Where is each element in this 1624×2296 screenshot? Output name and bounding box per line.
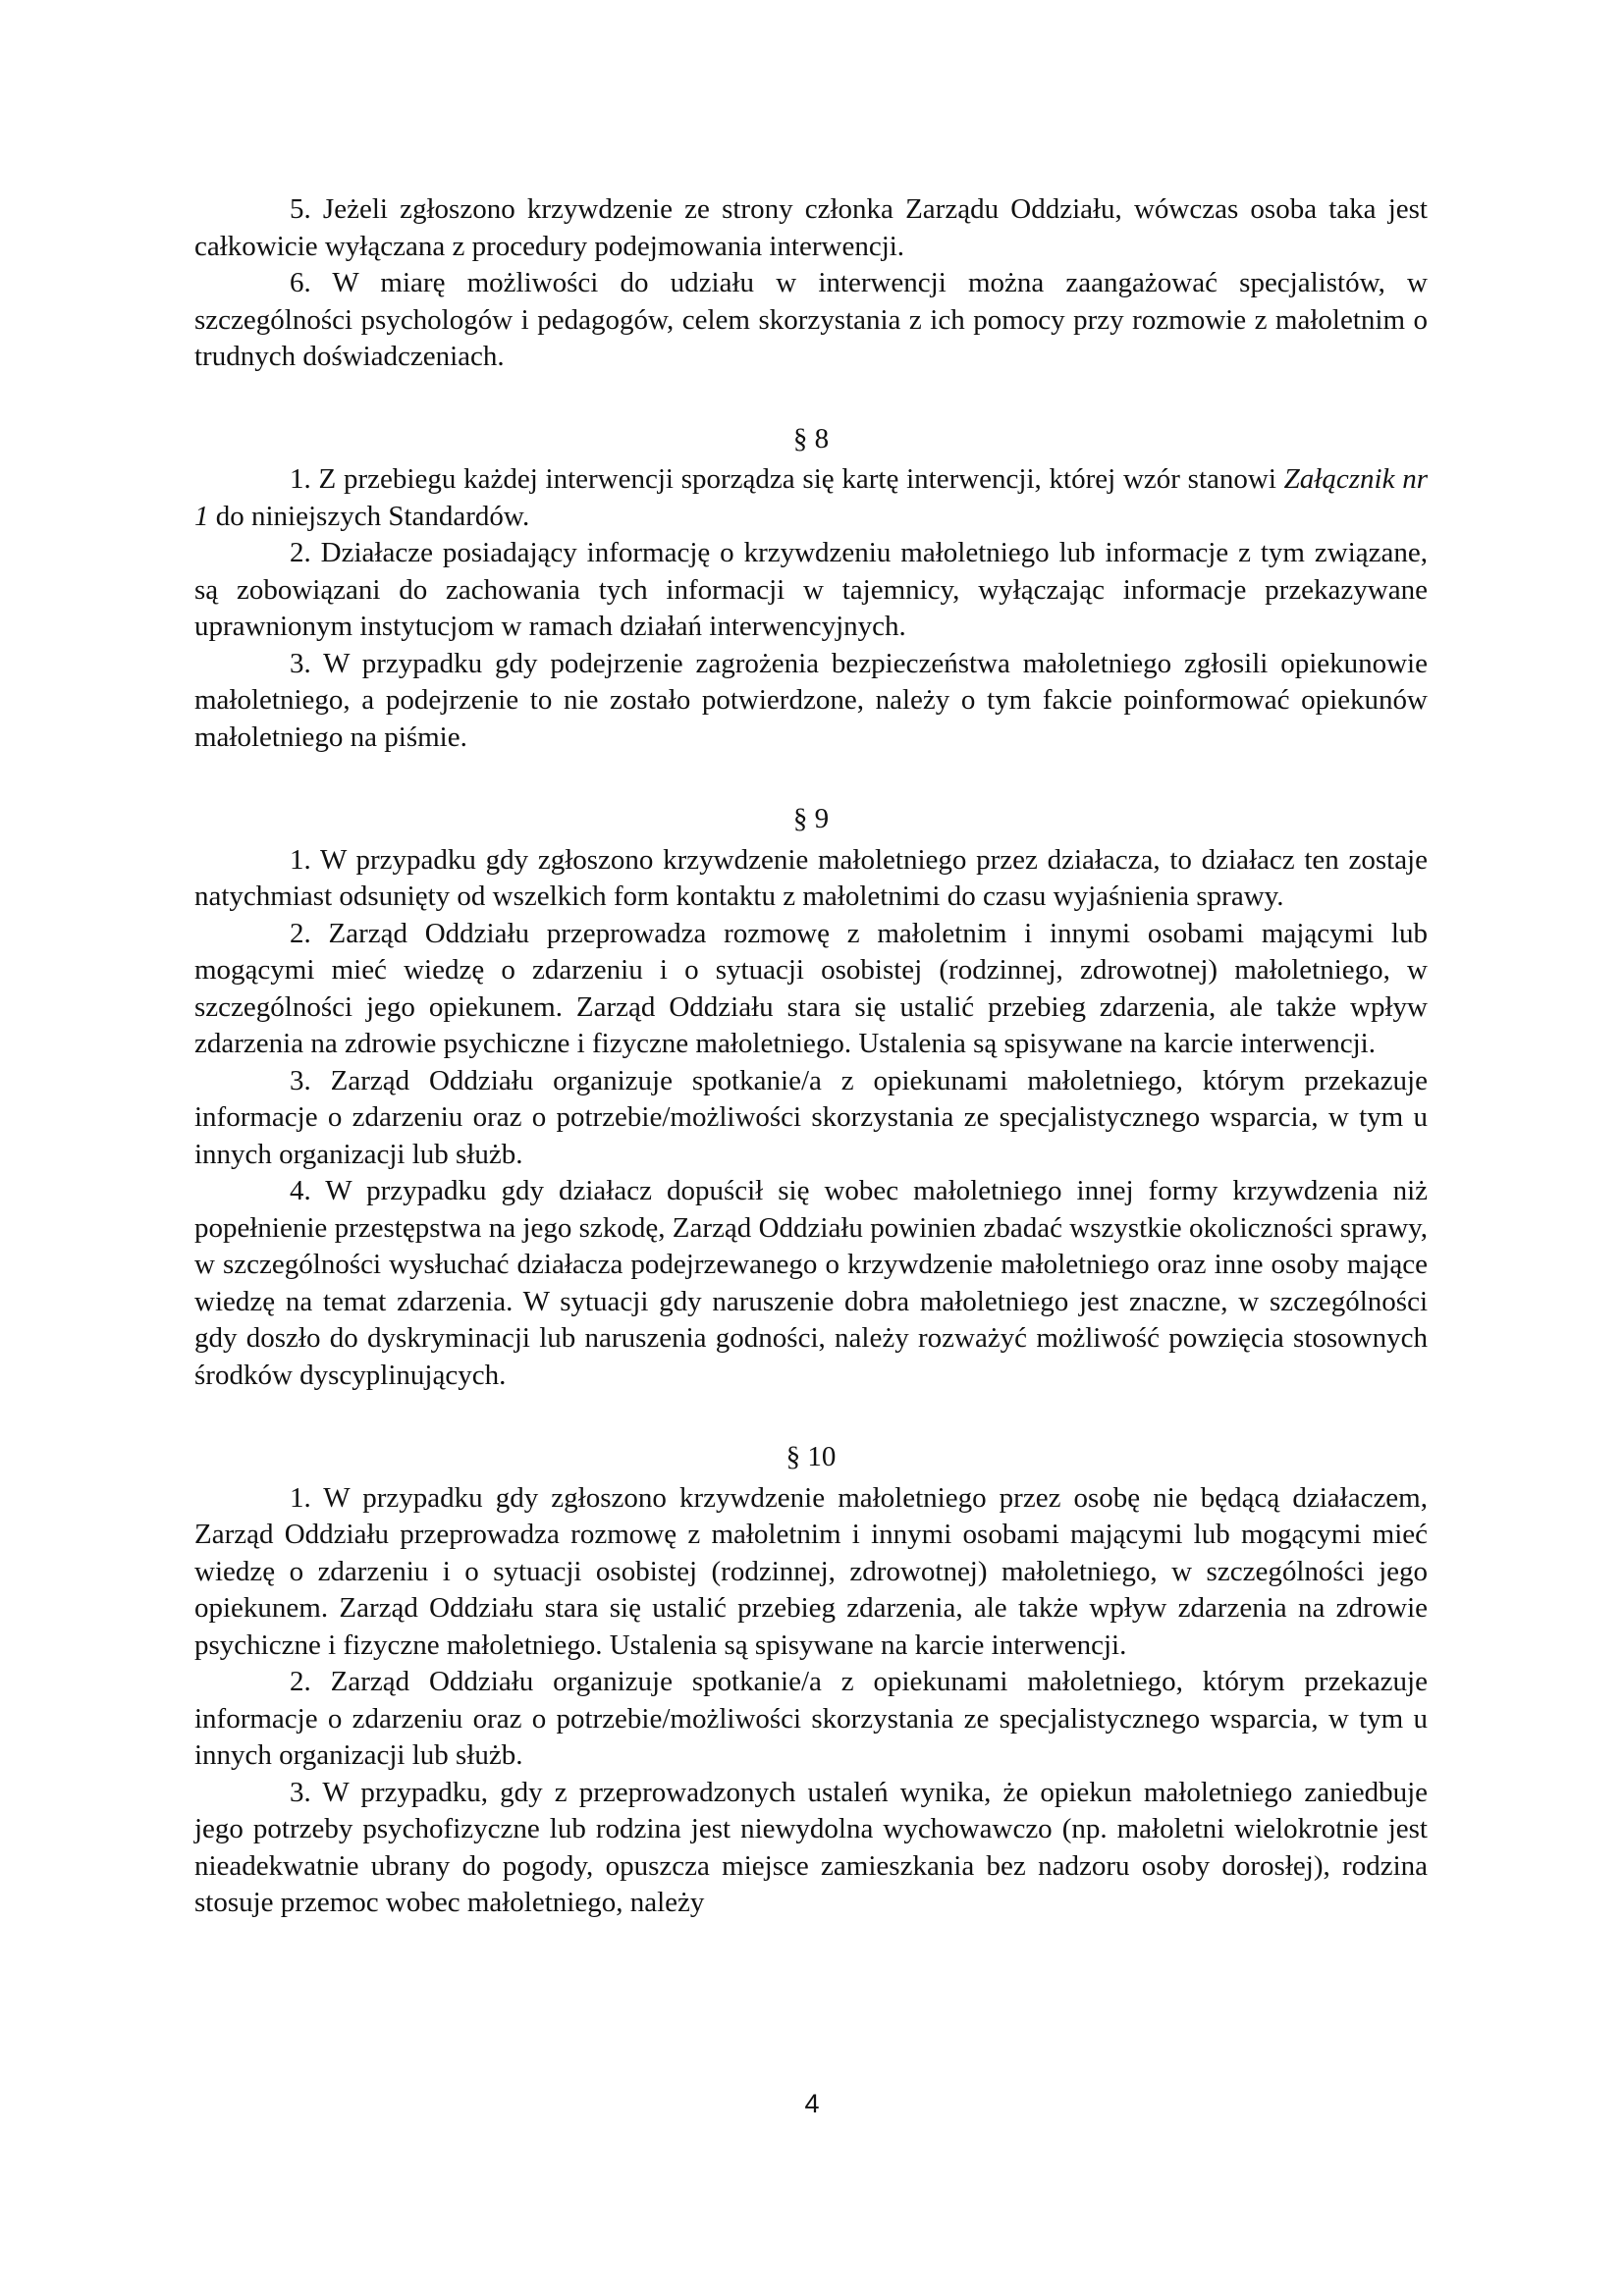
section-10 <box>194 1439 1428 1922</box>
paragraph: 4. W przypadku gdy działacz dopuścił się wobec małoletniego innej formy krzywdzenia niż popełnienie przestępstwa na jego szkodę, Zarząd Oddziału powinien zbadać wszystkie okoliczności sprawy, w szczególności wysłuchać działacza podejrzewanego o krzywdzenie małoletniego oraz inne osoby mające wiedzę na temat zdarzenia. W sytuacji gdy naruszenie dobra małoletniego jest znaczne, w szczególności gdy doszło do dyskryminacji lub naruszenia godności, należy rozważyć możliwość powzięcia stosownych środków dyscyplinujących. <box>194 1175 1428 1391</box>
paragraph: 3. Zarząd Oddziału organizuje spotkanie/a z opiekunami małoletniego, którym przekazuje informacje o zdarzeniu oraz o potrzebie/możliwości skorzystania ze specjalistycznego wsparcia, w tym u innych organizacji lub służb. <box>194 1064 1428 1170</box>
section-8 <box>194 421 1428 757</box>
paragraph: 2. Działacze posiadający informację o krzywdzeniu małoletniego lub informacje z tym związane, są zobowiązani do zachowania tych informacji w tajemnicy, wyłączając informacje przekazywane uprawnionym instytucjom w ramach działań interwencyjnych. <box>194 537 1428 642</box>
paragraph: 2. Zarząd Oddziału przeprowadza rozmowę z małoletnim i innymi osobami mającymi lub mogącymi mieć wiedzę o zdarzeniu i o sytuacji osobistej (rodzinnej, zdrowotnej) małoletniego, w szczególności jego opiekunem. Zarząd Oddziału stara się ustalić przebieg zdarzenia, ale także wpływ zdarzenia na zdrowie psychiczne i fizyczne małoletniego. Ustalenia są spisywane na karcie interwencji. <box>194 917 1428 1059</box>
attachment-reference: Załącznik nr 1 <box>194 463 1428 532</box>
document-page <box>194 191 1428 1922</box>
paragraph <box>194 461 1428 535</box>
paragraph: 2. Zarząd Oddziału organizuje spotkanie/a z opiekunami małoletniego, którym przekazuje informacje o zdarzeniu oraz o potrzebie/możliwości skorzystania ze specjalistycznego wsparcia, w tym u innych organizacji lub służb. <box>194 1666 1428 1771</box>
section-continuation <box>194 191 1428 376</box>
paragraph: 5. Jeżeli zgłoszono krzywdzenie ze strony członka Zarządu Oddziału, wówczas osoba taka jest całkowicie wyłączana z procedury podejmowania interwencji. <box>194 193 1428 262</box>
section-heading: § 8 <box>792 422 830 454</box>
section-heading: § 10 <box>785 1441 837 1472</box>
paragraph: 3. W przypadku gdy podejrzenie zagrożenia bezpieczeństwa małoletniego zgłosili opiekunowie małoletniego, a podejrzenie to nie zostało potwierdzone, należy o tym fakcie poinformować opiekunów małoletniego na piśmie. <box>194 647 1428 753</box>
paragraph: 1. W przypadku gdy zgłoszono krzywdzenie małoletniego przez osobę nie będącą działaczem, Zarząd Oddziału przeprowadza rozmowę z małoletnim i innymi osobami mającymi lub mogącymi mieć wiedzę o zdarzeniu i o sytuacji osobistej (rodzinnej, zdrowotnej) małoletniego, w szczególności jego opiekunem. Zarząd Oddziału stara się ustalić przebieg zdarzenia, ale także wpływ zdarzenia na zdrowie psychiczne i fizyczne małoletniego. Ustalenia są spisywane na karcie interwencji. <box>194 1481 1428 1661</box>
page-number: 4 <box>804 2089 820 2118</box>
section-heading: § 9 <box>792 803 830 834</box>
paragraph-text: do niniejszych Standardów. <box>215 500 530 532</box>
paragraph: 3. W przypadku, gdy z przeprowadzonych ustaleń wynika, że opiekun małoletniego zaniedbuje jego potrzeby psychofizyczne lub rodzina jest niewydolna wychowawczo (np. małoletni wielokrotnie jest nieadekwatnie ubrany do pogody, opuszcza miejsce zamieszkania bez nadzoru osoby dorosłej), rodzina stosuje przemoc wobec małoletniego, należy <box>194 1776 1428 1918</box>
paragraph: 1. W przypadku gdy zgłoszono krzywdzenie małoletniego przez działacza, to działacz ten zostaje natychmiast odsunięty od wszelkich form kontaktu z małoletnimi do czasu wyjaśnienia sprawy. <box>194 843 1428 912</box>
paragraph-text: 1. Z przebiegu każdej interwencji sporządza się kartę interwencji, której wzór stanowi <box>290 463 1276 495</box>
section-9 <box>194 801 1428 1394</box>
paragraph: 6. W miarę możliwości do udziału w interwencji można zaangażować specjalistów, w szczególności psychologów i pedagogów, celem skorzystania z ich pomocy przy rozmowie z małoletnim o trudnych doświadczeniach. <box>194 267 1428 372</box>
